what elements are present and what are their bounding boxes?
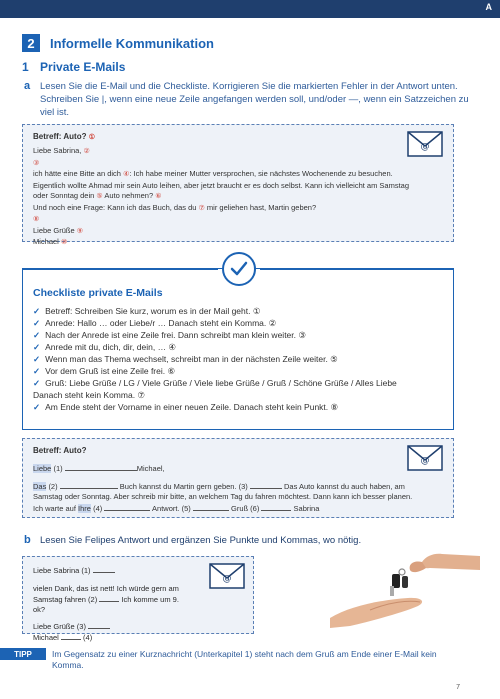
check-icon: ✓: [33, 318, 41, 328]
gap-line[interactable]: [261, 503, 291, 511]
email-blank-marker: [33, 158, 443, 170]
closing-text: Liebe Grüße: [33, 225, 75, 235]
chapter-number: 2: [22, 34, 40, 52]
checklist-box: [22, 268, 454, 430]
reply-line-1: vielen Dank, das ist nett! Ich würde gern am: [33, 584, 179, 593]
marker-2: ②: [83, 148, 90, 155]
svg-text:@: @: [420, 456, 430, 466]
email-reply-box: [22, 556, 254, 642]
answer-text: Sabrina: [293, 503, 320, 513]
marker-9: ⑨: [76, 227, 84, 235]
gap-line[interactable]: [61, 632, 81, 640]
answer-greeting: [33, 463, 443, 475]
answer-text: Gruß: [230, 503, 249, 513]
checklist-item-text: Betreff: Schreiben Sie kurz, worum es in der Mail geht. ①: [45, 306, 261, 316]
reply-closing-text: Liebe Grüße (3): [33, 622, 86, 631]
email-original: [22, 124, 454, 246]
marker-1: ①: [88, 134, 95, 141]
body-1a: ich hätte eine Bitte an dich: [33, 169, 121, 178]
body-4b: mir geliehen hast, Martin geben?: [206, 202, 317, 212]
answer-line-4: [33, 503, 443, 515]
gap-label: (4): [83, 633, 93, 642]
gap-label: (6): [250, 503, 260, 513]
email-subject: [33, 132, 443, 141]
highlight-word: Das: [33, 481, 47, 491]
corner-letter: A: [485, 2, 492, 12]
email-subject-text: Betreff: Auto?: [33, 132, 87, 141]
task-a-letter: a: [24, 80, 31, 92]
checklist-item-text: Gruß: Liebe Grüße / LG / Viele Grüße / Viele liebe Grüße / Gruß / Schöne Grüße / Alles Liebe: [45, 378, 397, 388]
check-icon: ✓: [33, 306, 41, 316]
email-greeting: [33, 146, 443, 158]
reply-greeting-text: Liebe Sabrina (1): [33, 566, 91, 575]
gap-label: (4): [93, 503, 103, 513]
car-key-icon: [390, 569, 408, 596]
reply-line-2: [33, 594, 193, 615]
task-a-instruction: Lesen Sie die E-Mail und die Checkliste. Korrigieren Sie die markierten Fehler in der Antwort unten. Schreiben Sie |, wenn eine neue Zeile angefangen werden soll, und/oder —, wenn ein Satzzeichen zu viel ist.: [40, 81, 469, 118]
gap-label: (5): [181, 503, 191, 513]
task-b-letter: b: [24, 534, 31, 546]
greeting-text: Liebe Sabrina,: [33, 146, 82, 155]
highlight-word: Liebe: [33, 464, 52, 473]
answer-subject: Betreff: Auto?: [33, 446, 87, 455]
checklist-item-continuation: Danach steht kein Komma. ⑦: [33, 390, 146, 400]
email-answer: [22, 438, 454, 518]
email-body-line-3: [33, 191, 443, 203]
svg-text:@: @: [420, 142, 430, 152]
body-3b: Auto nehmen?: [104, 191, 154, 200]
checklist-list: [33, 305, 447, 413]
checklist-item: [33, 377, 447, 389]
checklist-item-text: Am Ende steht der Vorname in einer neuen Zeile. Danach steht kein Punkt. ⑧: [45, 402, 339, 412]
answer-line-2: [33, 481, 443, 493]
reply-sender: [33, 632, 193, 643]
marker-10: ⑩: [60, 239, 68, 246]
check-icon: ✓: [33, 402, 41, 412]
checklist-item: [33, 341, 447, 353]
checklist-item: [33, 401, 447, 413]
gap-line[interactable]: [99, 594, 119, 602]
section-title: Private E-Mails: [40, 60, 126, 74]
envelope-icon: [209, 563, 245, 589]
marker-5: ⑤: [96, 193, 103, 200]
page-number: 7: [456, 684, 460, 691]
top-bar: [0, 0, 500, 18]
svg-text:@: @: [222, 574, 232, 584]
answer-text: Antwort.: [152, 503, 180, 513]
checklist-item: [33, 365, 447, 377]
check-icon: ✓: [33, 366, 41, 376]
email-body-line-2: Eigentlich wollte Ahmad mir sein Auto leihen, aber jetzt braucht er es doch selbst. Kann ich vielleicht am Samstag: [33, 180, 410, 190]
hands-keys-illustration: [330, 548, 480, 638]
reply-greeting: [33, 565, 193, 576]
gap-label: (1): [53, 464, 63, 473]
marker-8: ⑧: [33, 216, 40, 223]
check-icon: ✓: [33, 342, 41, 352]
body-1b: : Ich habe meiner Mutter versprochen, sie nächstes Wochenende zu besuchen.: [129, 169, 393, 178]
checklist-item: [33, 317, 447, 329]
gap-line[interactable]: [60, 481, 118, 489]
email-body-line-4: [33, 203, 443, 215]
check-icon: ✓: [33, 330, 41, 340]
email-body-line-1: [33, 169, 443, 181]
reply-text: Samstag fahren (2): [33, 595, 98, 604]
reply-content: [33, 565, 193, 643]
answer-text: Ich warte auf: [33, 503, 76, 513]
sender-text: Michael: [33, 237, 59, 246]
checklist-item-text: Anrede: Hallo … oder Liebe/r … Danach steht ein Komma. ②: [45, 318, 277, 328]
reply-sender-text: Michael: [33, 633, 59, 642]
marker-4: ④: [123, 171, 130, 178]
email-sender: [33, 237, 443, 249]
body-3a: oder Sonntag dein: [33, 191, 95, 200]
section-heading: [22, 60, 125, 74]
checklist-item-text: Nach der Anrede ist eine Zeile frei. Dann schreibt man klein weiter. ③: [45, 330, 306, 340]
envelope-icon: [407, 131, 443, 157]
checklist-item: [33, 329, 447, 341]
chapter-title: Informelle Kommunikation: [50, 35, 214, 51]
answer-line-3: Samstag oder Sonntag. Aber schreib mir bitte, an welchem Tag du fahren möchtest. Dann kann ich besser planen.: [33, 492, 413, 501]
email-blank-marker-2: [33, 214, 443, 226]
gap-line[interactable]: [250, 481, 282, 489]
check-icon: ✓: [33, 354, 41, 364]
answer-name: Michael,: [136, 464, 165, 473]
checklist-item: [33, 305, 447, 317]
email-closing: [33, 226, 443, 238]
chapter-heading: [22, 34, 214, 52]
checklist-item: [33, 353, 447, 365]
reply-closing: [33, 621, 193, 632]
task-b-instruction: Lesen Sie Felipes Antwort und ergänzen Sie Punkte und Kommas, wo nötig.: [40, 535, 362, 546]
marker-6: ⑥: [155, 193, 162, 200]
reply-text: Ich komme um 9. ok?: [33, 595, 179, 614]
checkmark-badge-icon: [222, 252, 256, 286]
gap-label: (2): [48, 481, 58, 491]
body-4a: Und noch eine Frage: Kann ich das Buch, das du: [33, 202, 197, 212]
gap-line[interactable]: [193, 503, 229, 511]
gap-label: (3): [238, 481, 248, 491]
gap-line[interactable]: [93, 565, 115, 573]
checklist-item-text: Wenn man das Thema wechselt, schreibt man in der nächsten Zeile weiter. ⑤: [45, 354, 338, 364]
tip-box: [0, 648, 500, 670]
answer-text: Buch kannst du Martin gern geben.: [119, 481, 237, 491]
gap-line[interactable]: [88, 621, 110, 629]
checkmark-icon: [228, 258, 250, 280]
section-number: 1: [22, 60, 29, 74]
tip-label: TIPP: [0, 648, 46, 660]
answer-text: Das Auto kannst du auch haben, am: [284, 481, 405, 491]
check-icon: ✓: [33, 378, 41, 388]
gap-line[interactable]: [65, 463, 137, 471]
tip-text: Im Gegensatz zu einer Kurznachricht (Unterkapitel 1) steht nach dem Gruß am Ende einer E-Mail kein Komma.: [52, 649, 437, 670]
marker-7: ⑦: [198, 204, 205, 212]
checklist-item-text: Vor dem Gruß ist eine Zeile frei. ⑥: [45, 366, 176, 376]
checklist-item-text: Anrede mit du, dich, dir, dein, … ④: [45, 342, 177, 352]
highlight-word: Ihre: [78, 503, 91, 513]
marker-3: ③: [33, 159, 40, 167]
envelope-icon: [407, 445, 443, 471]
checklist-title: Checkliste private E-Mails: [33, 287, 163, 299]
gap-line[interactable]: [104, 503, 150, 511]
